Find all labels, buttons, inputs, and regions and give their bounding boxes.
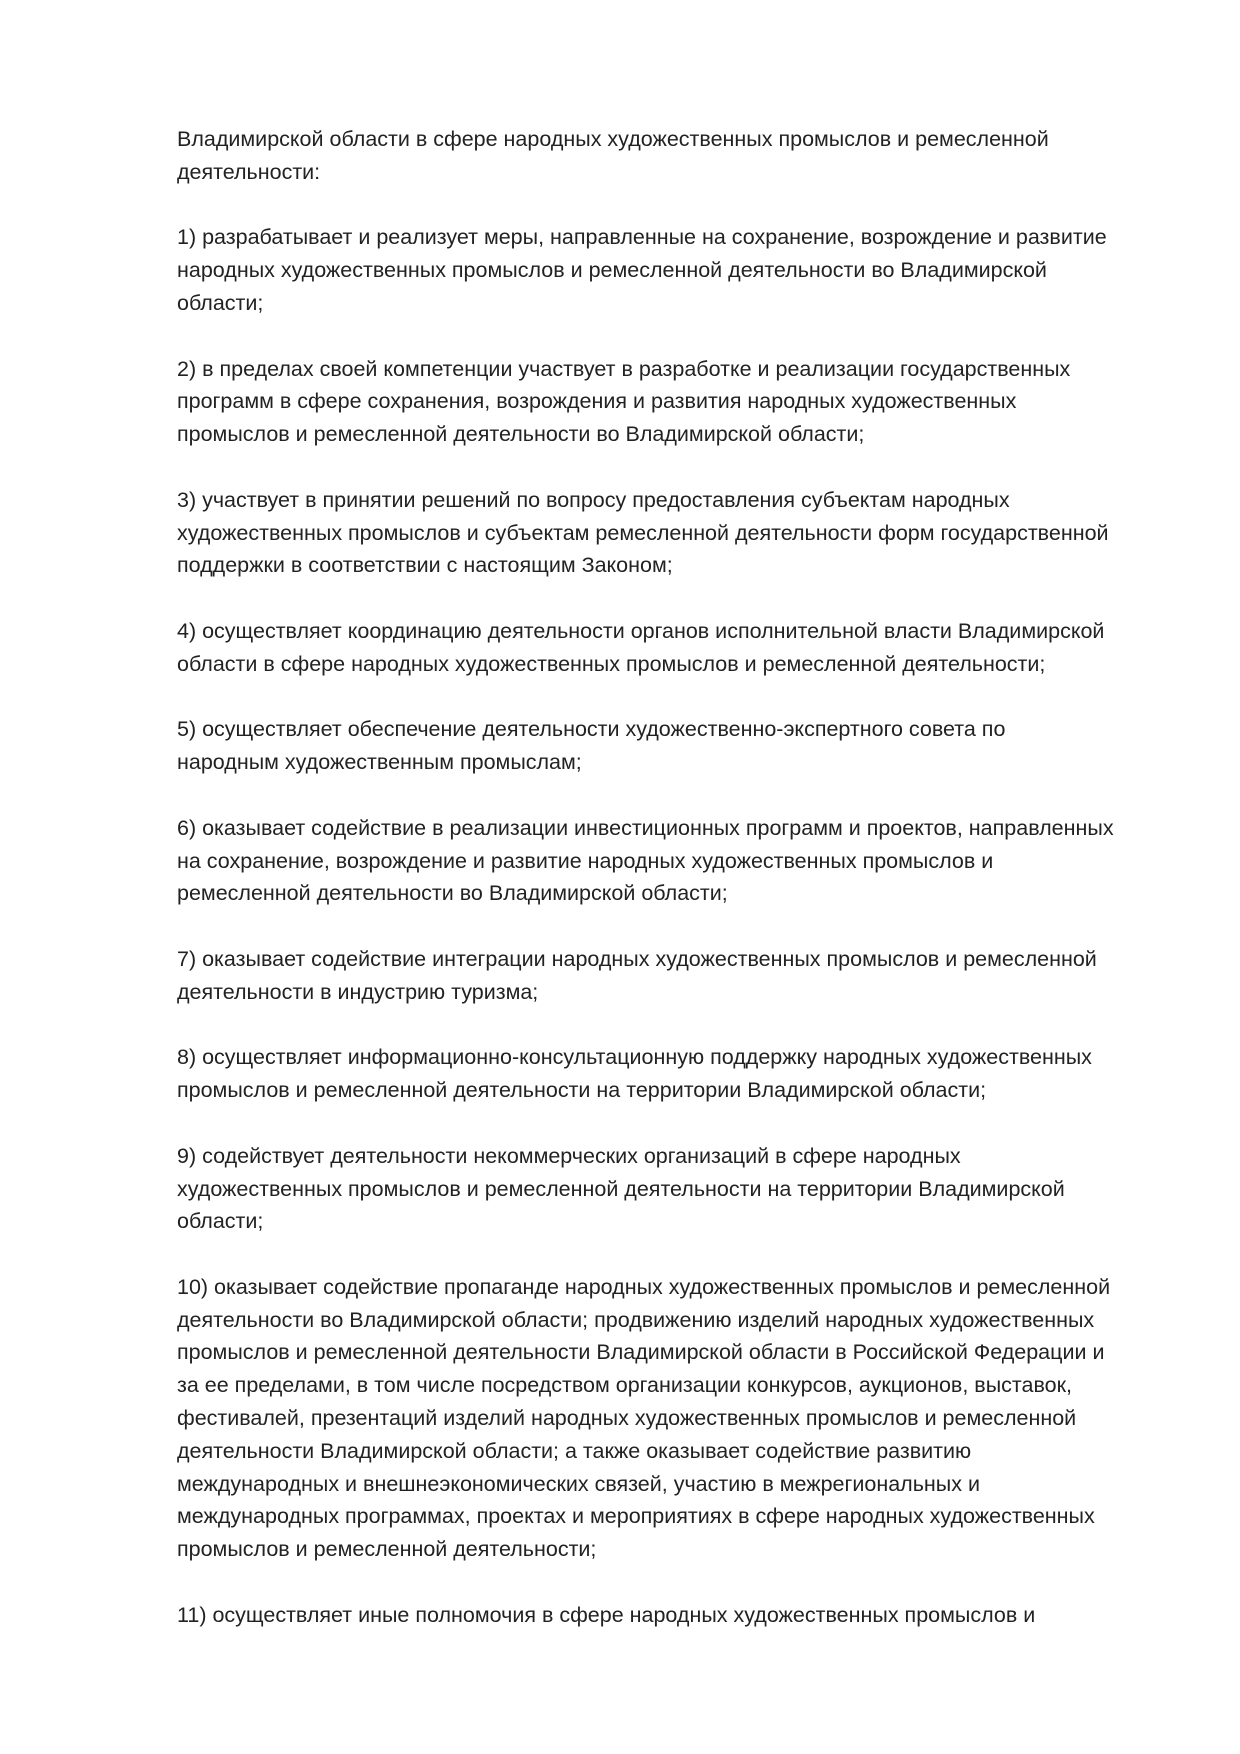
paragraph-item-9: 9) содействует деятельности некоммерческих организаций в сфере народных художественных промыслов и ремесленной деятельности на территории Владимирской области; [177,1143,1065,1234]
paragraph-item-6: 6) оказывает содействие в реализации инвестиционных программ и проектов, направленных на сохранение, возрождение и развитие народных художественных промыслов и ремесленной деятельности во Владимирской области; [177,815,1114,906]
paragraph-item-3: 3) участвует в принятии решений по вопросу предоставления субъектам народных художественных промыслов и субъектам ремесленной деятельности форм государственной поддержки в соответствии с настоящим Законом; [177,487,1109,578]
paragraph-item-4: 4) осуществляет координацию деятельности органов исполнительной власти Владимирской области в сфере народных художественных промыслов и ремесленной деятельности; [177,618,1105,676]
paragraph-item-5: 5) осуществляет обеспечение деятельности художественно-экспертного совета по народным художественным промыслам; [177,717,1006,775]
paragraph-item-8: 8) осуществляет информационно-консультационную поддержку народных художественных промыслов и ремесленной деятельности на территории Владимирской области; [177,1045,1092,1103]
paragraph-intro: Владимирской области в сфере народных художественных промыслов и ремесленной деятельности: [177,127,1049,184]
paragraph-item-10: 10) оказывает содействие пропаганде народных художественных промыслов и ремесленной деятельности во Владимирской области; продвижению изделий народных художественных промыслов и ремесленной деятельности Владимирской области в Российской Федерации и за ее пределами, в том числе посредством организации конкурсов, аукционов, выставок, фестивалей, презентаций изделий народных художественных промыслов и ремесленной деятельности Владимирской области; а также оказывает содействие развитию международных и внешнеэкономических связей, участию в межрегиональных и международных программах, проектах и мероприятиях в сфере народных художественных промыслов и ремесленной деятельности; [177,1274,1111,1562]
paragraph-item-7: 7) оказывает содействие интеграции народных художественных промыслов и ремесленной деятельности в индустрию туризма; [177,946,1097,1004]
paragraph-item-11: 11) осуществляет иные полномочия в сфере народных художественных промыслов и [177,1602,1036,1627]
document-body [177,123,1157,1632]
paragraph-item-2: 2) в пределах своей компетенции участвует в разработке и реализации государственных программ в сфере сохранения, возрождения и развития народных художественных промыслов и ремесленной деятельности во Владимирской области; [177,356,1071,447]
paragraph-item-1: 1) разрабатывает и реализует меры, направленные на сохранение, возрождение и развитие народных художественных промыслов и ремесленной деятельности во Владимирской области; [177,225,1107,315]
